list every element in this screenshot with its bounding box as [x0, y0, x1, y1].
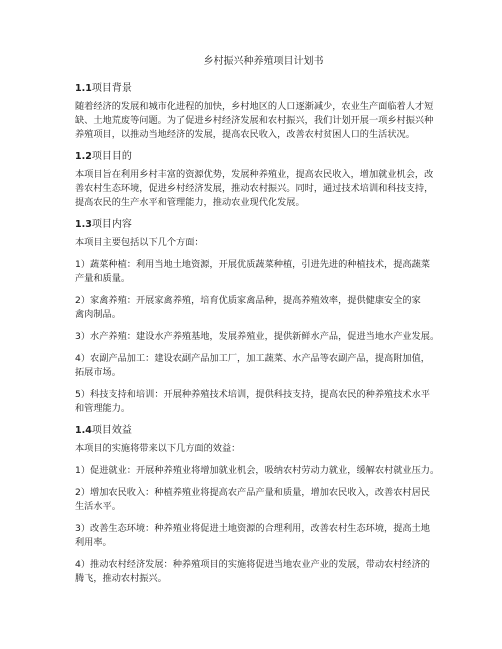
list-text: 增加农民收入：种植养殖业将提高农产品产量和质量，增加农民收入，改善农村居民 — [90, 487, 430, 498]
list-index: 1） — [75, 465, 91, 476]
list-index: 4） — [75, 559, 91, 570]
list-item — [75, 464, 444, 478]
section-title: 项目效益 — [91, 425, 132, 436]
section-purpose — [75, 150, 444, 210]
list-index: 5） — [75, 389, 91, 400]
list-item — [75, 258, 444, 286]
section-content — [75, 218, 444, 416]
section-intro — [75, 236, 444, 250]
section-paragraph — [75, 168, 444, 210]
section-number: 1.2 — [75, 151, 92, 162]
list-text: 促进就业：开展种养殖业将增加就业机会，吸纳农村劳动力就业，缓解农村就业压力。 — [90, 465, 440, 476]
list-item — [75, 388, 444, 416]
list-text: 科技支持和培训：开展种养殖技术培训，提供科技支持，提高农民的种养殖技术水平 — [90, 389, 430, 400]
section-number: 1.3 — [75, 219, 92, 230]
list-text: 和管理能力。 — [75, 403, 131, 414]
list-item — [75, 486, 444, 514]
section-title: 项目背景 — [91, 83, 132, 94]
list-index: 4） — [75, 353, 91, 364]
paragraph-line: 本项目旨在利用乡村丰富的资源优势，发展种养殖业，提高农民收入，增加就业机会，改 — [75, 169, 434, 180]
paragraph-line: 随着经济的发展和城市化进程的加快，乡村地区的人口逐渐减少，农业生产面临着人才短 — [75, 101, 434, 112]
section-heading — [75, 218, 444, 232]
list-text: 蔬菜种植：利用当地土地资源，开展优质蔬菜种植，引进先进的种植技术，提高蔬菜 — [90, 259, 430, 270]
list-item — [75, 330, 444, 344]
list-index: 2） — [75, 487, 91, 498]
section-title: 项目内容 — [91, 219, 132, 230]
list-text: 改善生态环境：种养殖业将促进土地资源的合理利用，改善农村生态环境，提高土地 — [90, 523, 430, 534]
list-index: 1） — [75, 259, 91, 270]
section-intro — [75, 442, 444, 456]
section-title: 项目目的 — [91, 151, 132, 162]
list-index: 3） — [75, 523, 91, 534]
section-number: 1.4 — [75, 425, 92, 436]
list-text: 生活水平。 — [75, 501, 121, 512]
list-text: 利用率。 — [75, 537, 112, 548]
document-title: 乡村振兴种养殖项目计划书 — [203, 56, 324, 67]
list-index: 3） — [75, 331, 91, 342]
list-text: 禽肉制品。 — [75, 309, 121, 320]
section-heading — [75, 82, 444, 96]
section-number: 1.1 — [75, 83, 92, 94]
list-text: 拓展市场。 — [75, 367, 121, 378]
section-paragraph — [75, 100, 444, 142]
paragraph-line: 缺、土地荒废等问题。为了促进乡村经济发展和农村振兴，我们计划开展一项乡村振兴种 — [75, 115, 434, 126]
list-text: 农副产品加工：建设农副产品加工厂，加工蔬菜、水产品等农副产品，提高附加值， — [90, 353, 430, 364]
section-benefits — [75, 424, 444, 586]
list-text: 家禽养殖：开展家禽养殖，培育优质家禽品种，提高养殖效率，提供健康安全的家 — [90, 295, 421, 306]
paragraph-line: 养殖项目，以推动当地经济的发展，提高农民收入，改善农村贫困人口的生活状况。 — [75, 129, 415, 140]
list-item — [75, 352, 444, 380]
section-background — [75, 82, 444, 142]
list-index: 2） — [75, 295, 91, 306]
list-item — [75, 294, 444, 322]
list-item — [75, 558, 444, 586]
section-heading — [75, 424, 444, 438]
intro-line: 本项目的实施将带来以下几方面的效益： — [75, 443, 241, 454]
list-text: 推动农村经济发展：种养殖项目的实施将促进当地农业产业的发展，带动农村经济的 — [90, 559, 430, 570]
paragraph-line: 提高农民的生产水平和管理能力，推动农业现代化发展。 — [75, 197, 305, 208]
intro-line: 本项目主要包括以下几个方面： — [75, 237, 204, 248]
section-heading — [75, 150, 444, 164]
list-text: 产量和质量。 — [75, 273, 131, 284]
list-item — [75, 522, 444, 550]
list-text: 水产养殖：建设水产养殖基地，发展养殖业，提供新鲜水产品，促进当地水产业发展。 — [90, 331, 440, 342]
list-text: 腾飞，推动农村振兴。 — [75, 573, 167, 584]
paragraph-line: 善农村生态环境，促进乡村经济发展，推动农村振兴。同时，通过技术培训和科技支持， — [75, 183, 434, 194]
